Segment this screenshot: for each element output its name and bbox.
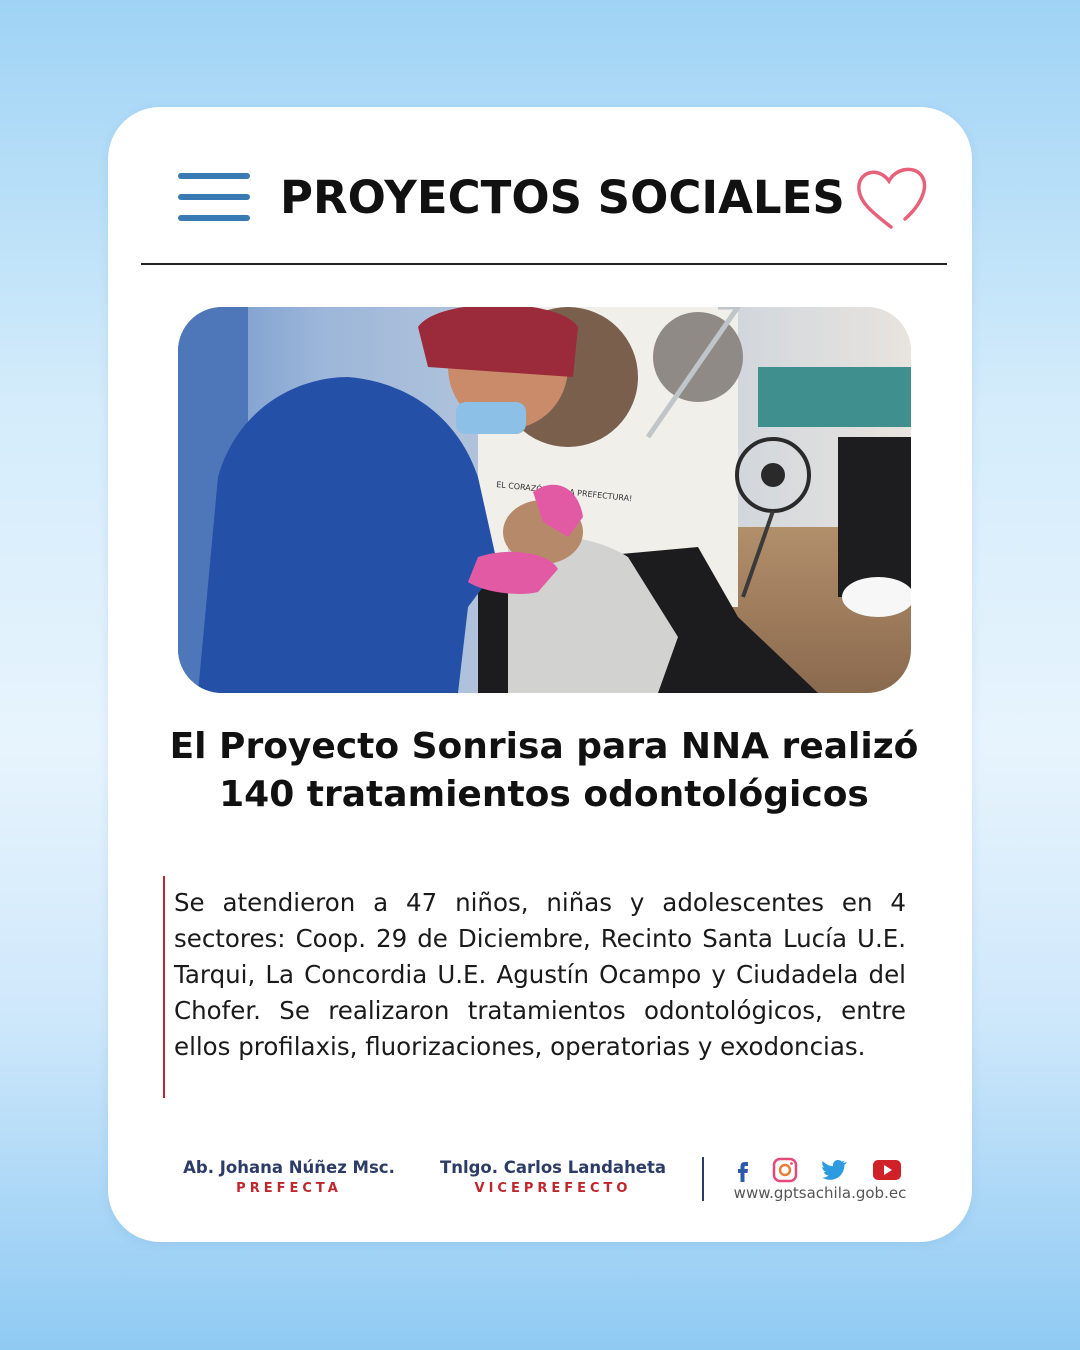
heart-icon	[853, 163, 929, 233]
article-headline: El Proyecto Sonrisa para NNA realizó 140 tratamientos odontológicos	[169, 726, 919, 815]
signature-viceprefecto	[433, 1158, 673, 1196]
post-card	[108, 107, 972, 1242]
signature-name: Ab. Johana Núñez Msc.	[183, 1158, 395, 1177]
instagram-icon[interactable]	[772, 1157, 798, 1183]
page-title: PROYECTOS SOCIALES	[280, 171, 845, 224]
header-divider	[141, 263, 947, 265]
menu-line	[178, 194, 250, 200]
article-photo	[178, 307, 911, 693]
menu-line	[178, 173, 250, 179]
twitter-icon[interactable]	[822, 1157, 848, 1183]
signature-prefecta	[164, 1158, 414, 1196]
body-accent-bar	[162, 876, 166, 1098]
social-links	[730, 1157, 910, 1183]
youtube-icon[interactable]	[872, 1157, 902, 1183]
website-link[interactable]: www.gptsachila.gob.ec	[733, 1184, 907, 1202]
signature-name: Tnlgo. Carlos Landaheta	[439, 1158, 667, 1177]
menu-line	[178, 215, 250, 221]
photo-banner-text: EL CORAZÓN PREFECTURA!	[495, 480, 633, 504]
signature-role: VICEPREFECTO	[474, 1181, 632, 1196]
footer-divider	[702, 1157, 704, 1201]
facebook-icon[interactable]	[730, 1157, 756, 1183]
article-body: Se atendieron a 47 niños, niñas y adolescentes en 4 sectores: Coop. 29 de Diciembre, Recinto Santa Lucía U.E. Tarqui, La Concordia U.E. Agustín Ocampo y Ciudadela del Chofer. Se realizaron tratamientos odontológicos, entre ellos profilaxis, fluorizaciones, operatorias y exodoncias.	[174, 888, 906, 1061]
menu-icon[interactable]	[178, 173, 250, 225]
signature-role: PREFECTA	[236, 1181, 342, 1196]
